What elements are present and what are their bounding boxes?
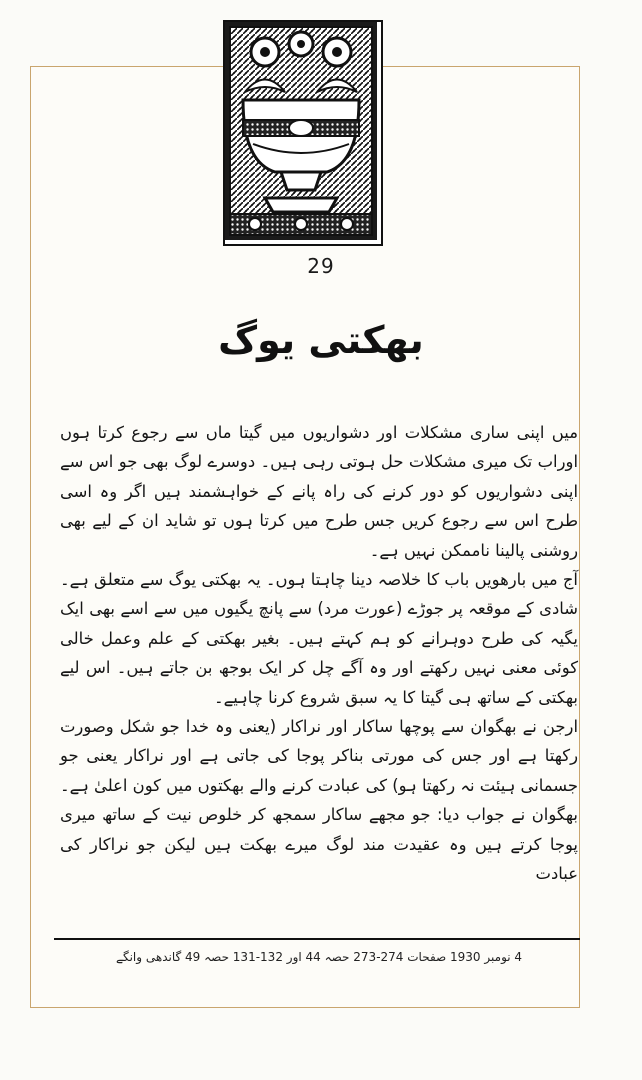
chapter-title: بھکتی یوگ bbox=[218, 318, 424, 362]
body-text bbox=[60, 418, 578, 889]
page-number: 29 bbox=[307, 254, 335, 278]
paragraph: آج میں بارھویں باب کا خلاصہ دینا چاہتا ہوں۔ یہ بھکتی یوگ سے متعلق ہے۔شادی کے موقعہ پر جوڑے (عورت مرد) سے پانچ یگیوں میں سے اسے بھی ایک یگیہ کی طرح دوہرانے کو ہم کہتے ہیں۔ بغیر بھکتی کے علم وعمل خالی کوئی معنی نہیں رکھتے اور وہ آگے چل کر ایک بوجھ بن جاتے ہیں۔ اس لیے بھکتی کے ساتھ ہی گیتا کا یہ سبق شروع کرنا چاہیے۔ bbox=[60, 570, 578, 707]
paragraph: بھگوان نے جواب دیا: جو مجھے ساکار سمجھ کر خلوص نیت کے ساتھ میری پوجا کرتے ہیں وہ عقیدت مند لوگ میرے بھکت ہیں لیکن جو نراکار کی عبادت bbox=[60, 805, 578, 884]
footnote-divider bbox=[54, 938, 580, 940]
footnote: 4 نومبر 1930 صفحات 274-273 حصہ 44 اور 132-131 حصہ 49 گاندھی وانگے bbox=[115, 950, 523, 964]
vase-ornament-image bbox=[223, 20, 383, 246]
paragraph: ارجن نے بھگوان سے پوچھا ساکار اور نراکار (یعنی وہ خدا جو شکل وصورت رکھتا ہے اور جس کی مورتی بناکر پوجا کی جاتی ہے اور نراکار یعنی جو جسمانی ہیئت نہ رکھتا ہو) کی عبادت کرنے والے بھکتوں میں کون اعلیٰ ہے۔ bbox=[60, 717, 578, 795]
paragraph: میں اپنی ساری مشکلات اور دشواریوں میں گیتا ماں سے رجوع کرتا ہوں اوراب تک میری مشکلات حل ہوتی رہی ہیں۔ دوسرے لوگ بھی جو اس سے اپنی دشواریوں کو دور کرنے کی راہ پانے کے خواہشمند ہیں اگر وہ اسی طرح اس سے رجوع کریں جس طرح میں کرتا ہوں تو شاید ان کے لیے بھی روشنی پالینا ناممکن نہیں ہے۔ bbox=[60, 423, 578, 560]
